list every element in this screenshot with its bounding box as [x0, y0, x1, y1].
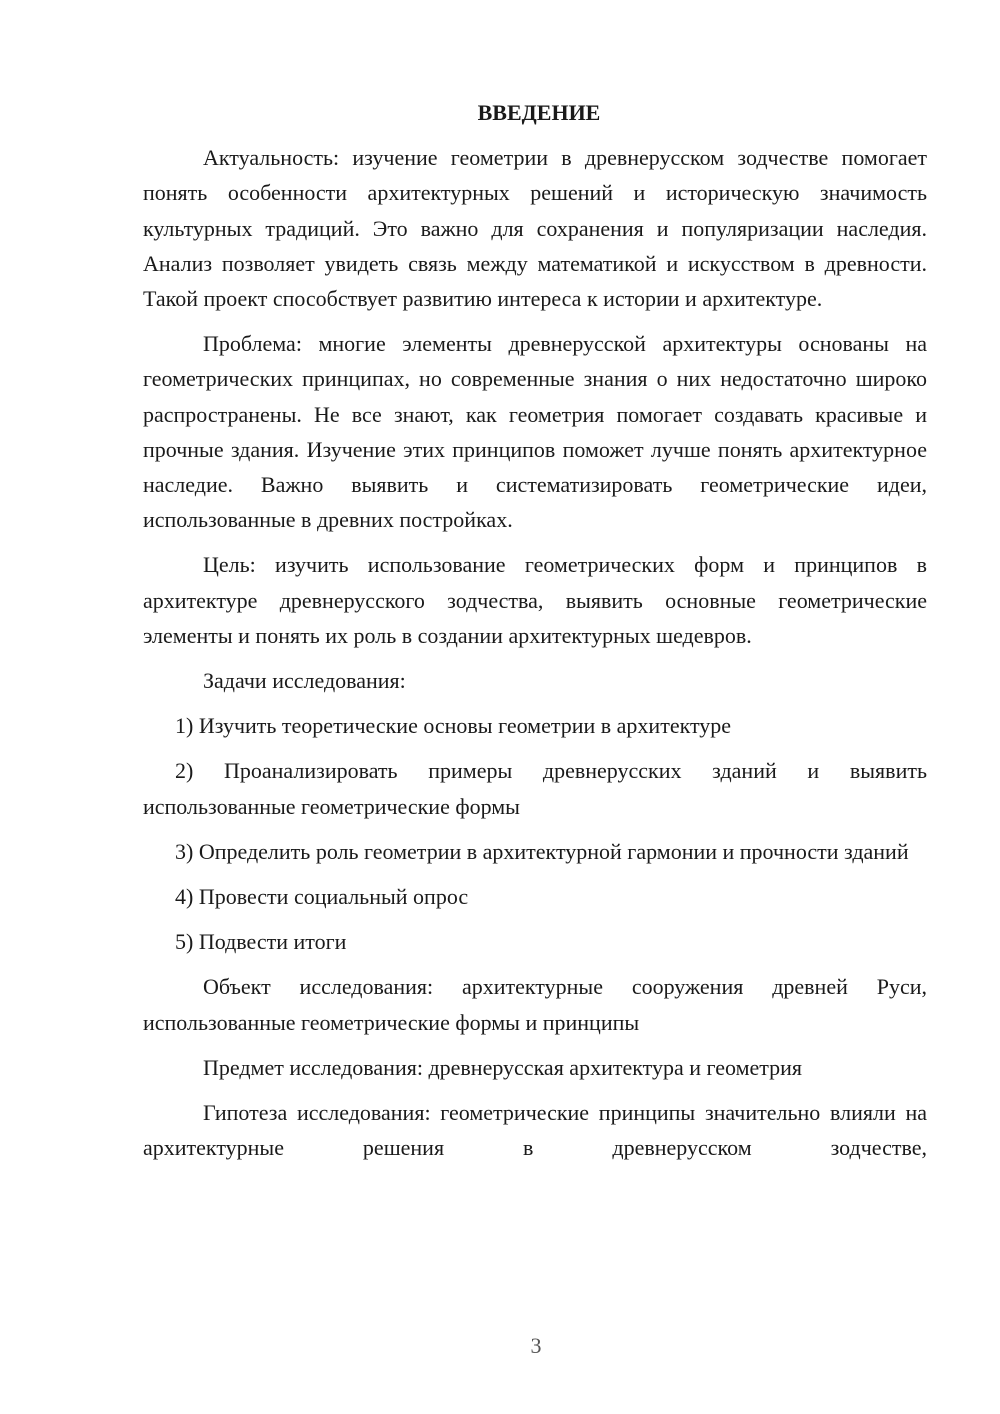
paragraph-goal: Цель: изучить использование геометрических форм и принципов в архитектуре древнерусского зодчества, выявить основные геометрические элементы и понять их роль в создании архитектурных шедевров.	[143, 552, 927, 648]
task-item-3: 3) Определить роль геометрии в архитектурной гармонии и прочности зданий	[175, 838, 909, 864]
paragraph-problem: Проблема: многие элементы древнерусской архитектуры основаны на геометрических принципах, но современные знания о них недостаточно широко распространены. Не все знают, как геометрия помогает создавать красивые и прочные здания. Изучение этих принципов поможет лучше понять архитектурное наследие. Важно выявить и систематизировать геометрические идеи, использованные в древних постройках.	[143, 331, 927, 533]
page-number: 3	[530, 1333, 542, 1358]
page-title: ВВЕДЕНИЕ	[477, 100, 601, 125]
task-item-5: 5) Подвести итоги	[175, 929, 347, 955]
paragraph-object: Объект исследования: архитектурные сооружения древней Руси, использованные геометрические формы и принципы	[143, 974, 927, 1035]
task-item-4: 4) Провести социальный опрос	[175, 884, 469, 910]
paragraph-subject: Предмет исследования: древнерусская архитектура и геометрия	[203, 1054, 803, 1080]
task-item-1: 1) Изучить теоретические основы геометрии в архитектуре	[175, 713, 732, 739]
tasks-title: Задачи исследования:	[203, 668, 406, 694]
paragraph-relevance: Актуальность: изучение геометрии в древнерусском зодчестве помогает понять особенности архитектурных решений и историческую значимость культурных традиций. Это важно для сохранения и популяризации наследия. Анализ позволяет увидеть связь между математикой и искусством в древности. Такой проект способствует развитию интереса к истории и архитектуре.	[143, 145, 927, 312]
task-item-2: 2) Проанализировать примеры древнерусских зданий и выявить использованные геометрические формы	[143, 758, 927, 819]
paragraph-hypothesis: Гипотеза исследования: геометрические принципы значительно влияли на архитектурные решения в древнерусском зодчестве,	[143, 1100, 927, 1161]
page-content	[143, 95, 927, 1175]
